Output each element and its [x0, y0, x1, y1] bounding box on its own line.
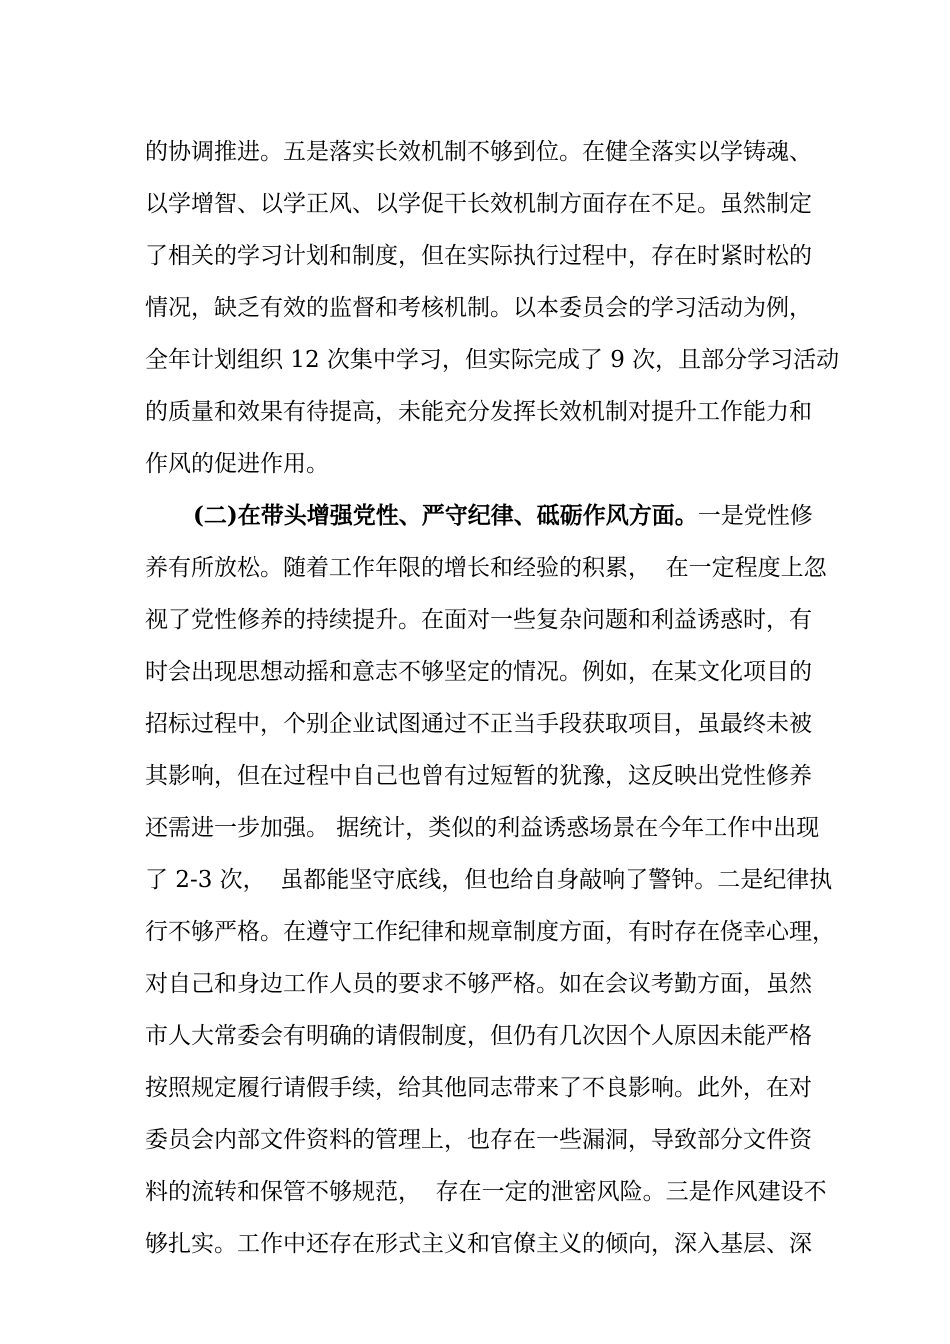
body-line-21: 料的流转和保管不够规范， 存在一定的泄密风险。三是作风建设不: [145, 1179, 827, 1205]
body-line-18: 市人大常委会有明确的请假制度，但仍有几次因个人原因未能严格: [145, 1023, 812, 1049]
body-line-13: 其影响，但在过程中自己也曾有过短暂的犹豫，这反映出党性修养: [145, 763, 812, 789]
body-line-7: 作风的促进作用。: [145, 451, 329, 477]
body-line-14: 还需进一步加强。 据统计，类似的利益诱惑场景在今年工作中出现: [145, 815, 820, 841]
body-line-19: 按照规定履行请假手续，给其他同志带来了不良影响。此外，在对: [145, 1075, 812, 1101]
body-line-15: 了 2-3 次， 虽都能坚守底线，但也给自身敲响了警钟。二是纪律执: [145, 867, 833, 893]
section-heading-tail: 一是党性修: [697, 503, 813, 529]
body-line-22: 够扎实。工作中还存在形式主义和官僚主义的倾向，深入基层、深: [145, 1231, 812, 1257]
section-heading: (二)在带头增强党性、严守纪律、砥砺作风方面。: [193, 502, 698, 529]
body-line-9: 养有所放松。随着工作年限的增长和经验的积累， 在一定程度上忽: [145, 555, 827, 581]
body-line-10: 视了党性修养的持续提升。在面对一些复杂问题和利益诱惑时，有: [145, 607, 812, 633]
body-line-17: 对自己和身边工作人员的要求不够严格。如在会议考勤方面，虽然: [145, 971, 812, 997]
body-line-20: 委员会内部文件资料的管理上，也存在一些漏洞，导致部分文件资: [145, 1127, 812, 1153]
body-line-5: 全年计划组织 12 次集中学习，但实际完成了 9 次，且部分学习活动: [145, 347, 840, 373]
body-line-2: 以学增智、以学正风、以学促干长效机制方面存在不足。虽然制定: [145, 191, 812, 217]
section-heading-line: [193, 496, 813, 536]
body-line-1: 的协调推进。五是落实长效机制不够到位。在健全落实以学铸魂、: [145, 139, 812, 165]
body-line-16: 行不够严格。在遵守工作纪律和规章制度方面，有时存在侥幸心理，: [145, 919, 835, 945]
body-line-6: 的质量和效果有待提高，未能充分发挥长效机制对提升工作能力和: [145, 399, 812, 425]
body-line-12: 招标过程中，个别企业试图通过不正当手段获取项目，虽最终未被: [145, 711, 812, 737]
body-line-4: 情况，缺乏有效的监督和考核机制。以本委员会的学习活动为例，: [145, 295, 812, 321]
body-line-11: 时会出现思想动摇和意志不够坚定的情况。例如，在某文化项目的: [145, 659, 812, 685]
body-line-3: 了相关的学习计划和制度，但在实际执行过程中，存在时紧时松的: [145, 243, 812, 269]
